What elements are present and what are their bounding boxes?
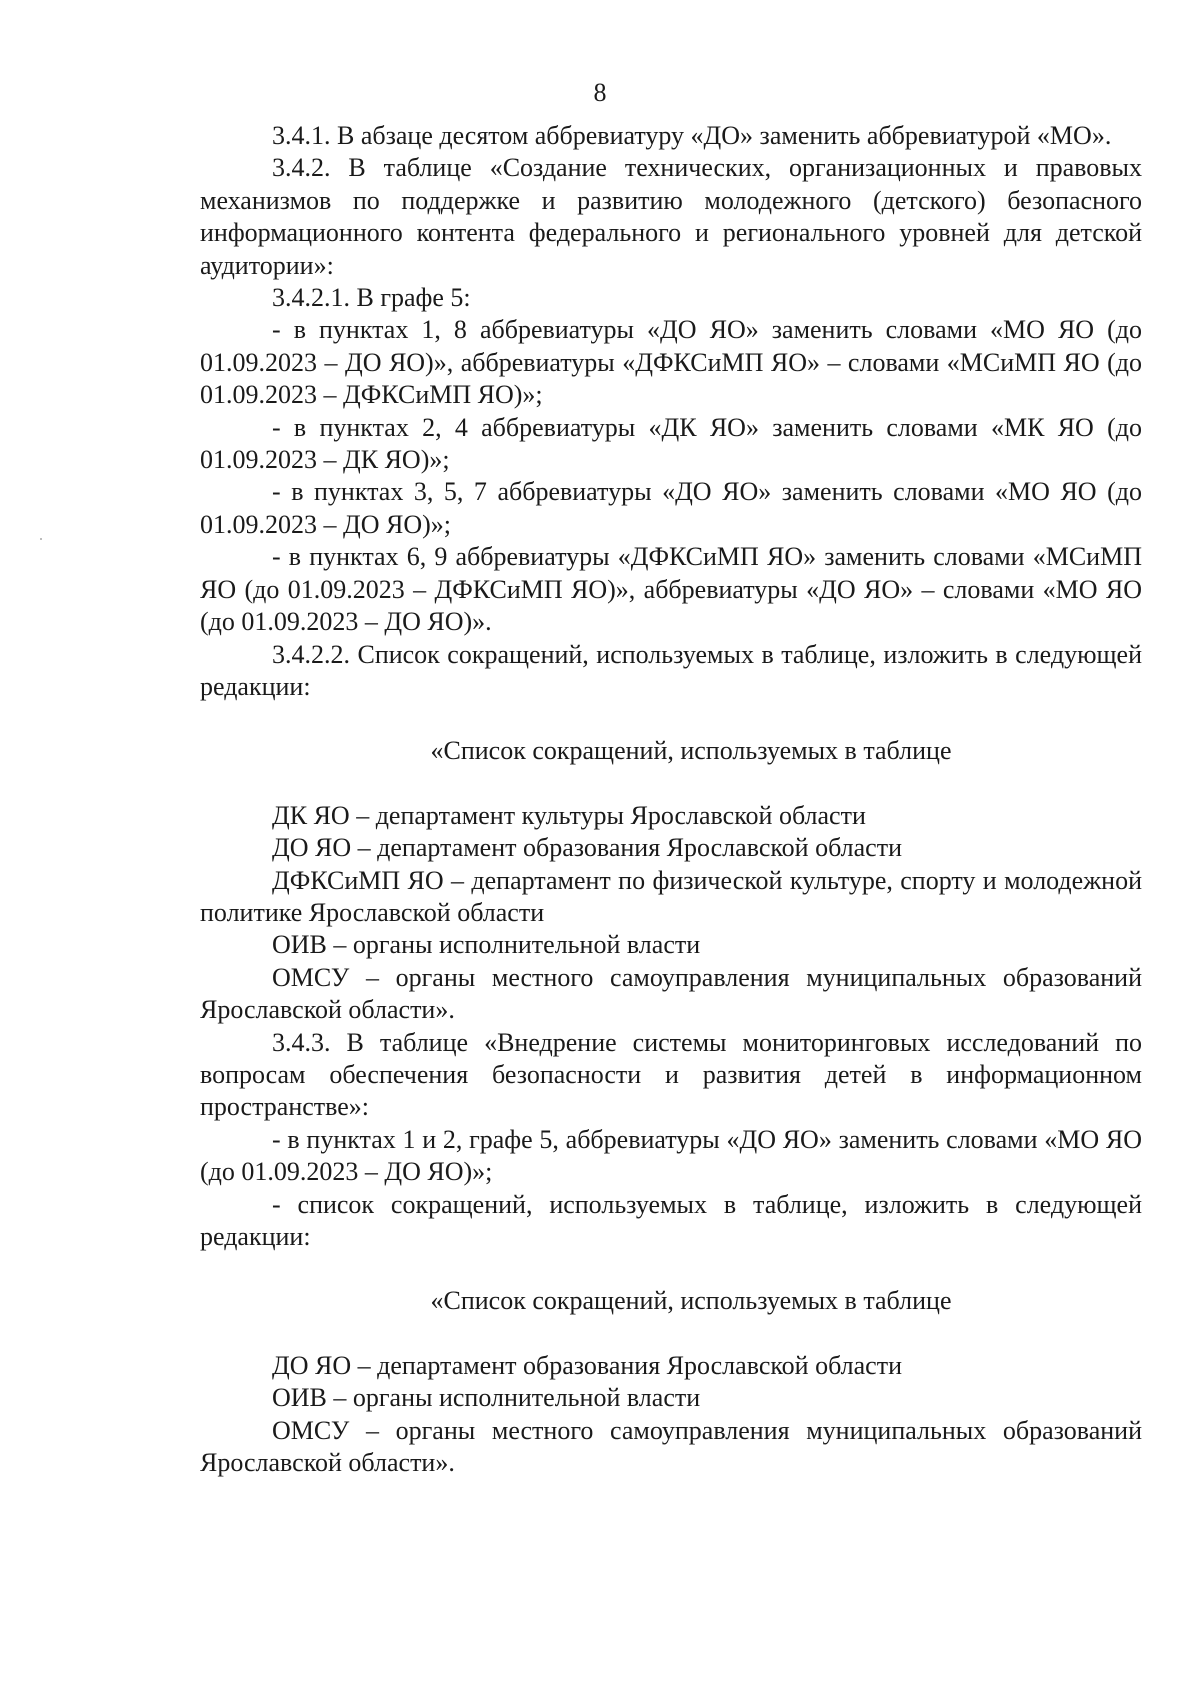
page-number: 8: [593, 78, 607, 107]
list-item: ДО ЯО – департамент образования Ярославской области: [272, 833, 902, 863]
abbreviation-list-heading-2: «Список сокращений, используемых в таблице: [430, 1286, 952, 1316]
paragraph-3-4-3: 3.4.3. В таблице «Внедрение системы мониторинговых исследований по вопросам обеспечения безопасности и развития детей в информационном пространстве»:: [200, 1027, 1142, 1122]
list-item: ОМСУ – органы местного самоуправления муниципальных образований Ярославской области».: [200, 1415, 1142, 1478]
paragraph-list-replace: - список сокращений, используемых в таблице, изложить в следующей редакции:: [200, 1189, 1142, 1251]
paragraph-items-1-2: - в пунктах 1 и 2, графе 5, аббревиатуры «ДО ЯО» заменить словами «МО ЯО (до 01.09.2023 – ДО ЯО)»;: [200, 1124, 1142, 1187]
paragraph-items-6-9: - в пунктах 6, 9 аббревиатуры «ДФКСиМП ЯО» заменить словами «МСиМП ЯО (до 01.09.2023 – ДФКСиМП ЯО)», аббревиатуры «ДО ЯО» – словами «МО ЯО (до 01.09.2023 – ДО ЯО)».: [200, 542, 1142, 637]
list-item: ОИВ – органы исполнительной власти: [272, 930, 701, 960]
paragraph-items-2-4: - в пунктах 2, 4 аббревиатуры «ДК ЯО» заменить словами «МК ЯО (до 01.09.2023 – ДК ЯО)»;: [200, 412, 1142, 475]
paragraph-items-3-5-7: - в пунктах 3, 5, 7 аббревиатуры «ДО ЯО» заменить словами «МО ЯО (до 01.09.2023 – ДО ЯО)»;: [200, 477, 1142, 539]
paragraph-items-1-8: - в пунктах 1, 8 аббревиатуры «ДО ЯО» заменить словами «МО ЯО (до 01.09.2023 – ДО ЯО)», аббревиатуры «ДФКСиМП ЯО» – словами «МСиМП ЯО (до 01.09.2023 – ДФКСиМП ЯО)»;: [200, 315, 1142, 410]
scan-speck: [40, 538, 42, 540]
abbreviation-list-2: [200, 1350, 1142, 1480]
paragraph-3-4-2-1: 3.4.2.1. В графе 5:: [272, 283, 471, 313]
abbreviation-list-1: [200, 800, 1142, 1027]
document-body: [200, 120, 1142, 1479]
paragraph-3-4-2-2: 3.4.2.2. Список сокращений, используемых в таблице, изложить в следующей редакции:: [200, 639, 1142, 701]
list-item: ОИВ – органы исполнительной власти: [272, 1383, 701, 1413]
list-item: ОМСУ – органы местного самоуправления муниципальных образований Ярославской области».: [200, 962, 1142, 1025]
abbreviation-list-heading-1: «Список сокращений, используемых в таблице: [430, 736, 952, 766]
list-item: ДК ЯО – департамент культуры Ярославской области: [272, 800, 866, 830]
list-item: ДФКСиМП ЯО – департамент по физической культуре, спорту и молодежной политике Ярославской области: [200, 865, 1142, 927]
paragraph-3-4-1: 3.4.1. В абзаце десятом аббревиатуру «ДО» заменить аббревиатурой «МО».: [272, 121, 1112, 150]
list-item: ДО ЯО – департамент образования Ярославской области: [272, 1350, 902, 1380]
paragraph-3-4-2: 3.4.2. В таблице «Создание технических, организационных и правовых механизмов по поддержке и развитию молодежного (детского) безопасного информационного контента федерального и регионального уровней для детской аудитории»:: [200, 153, 1142, 280]
